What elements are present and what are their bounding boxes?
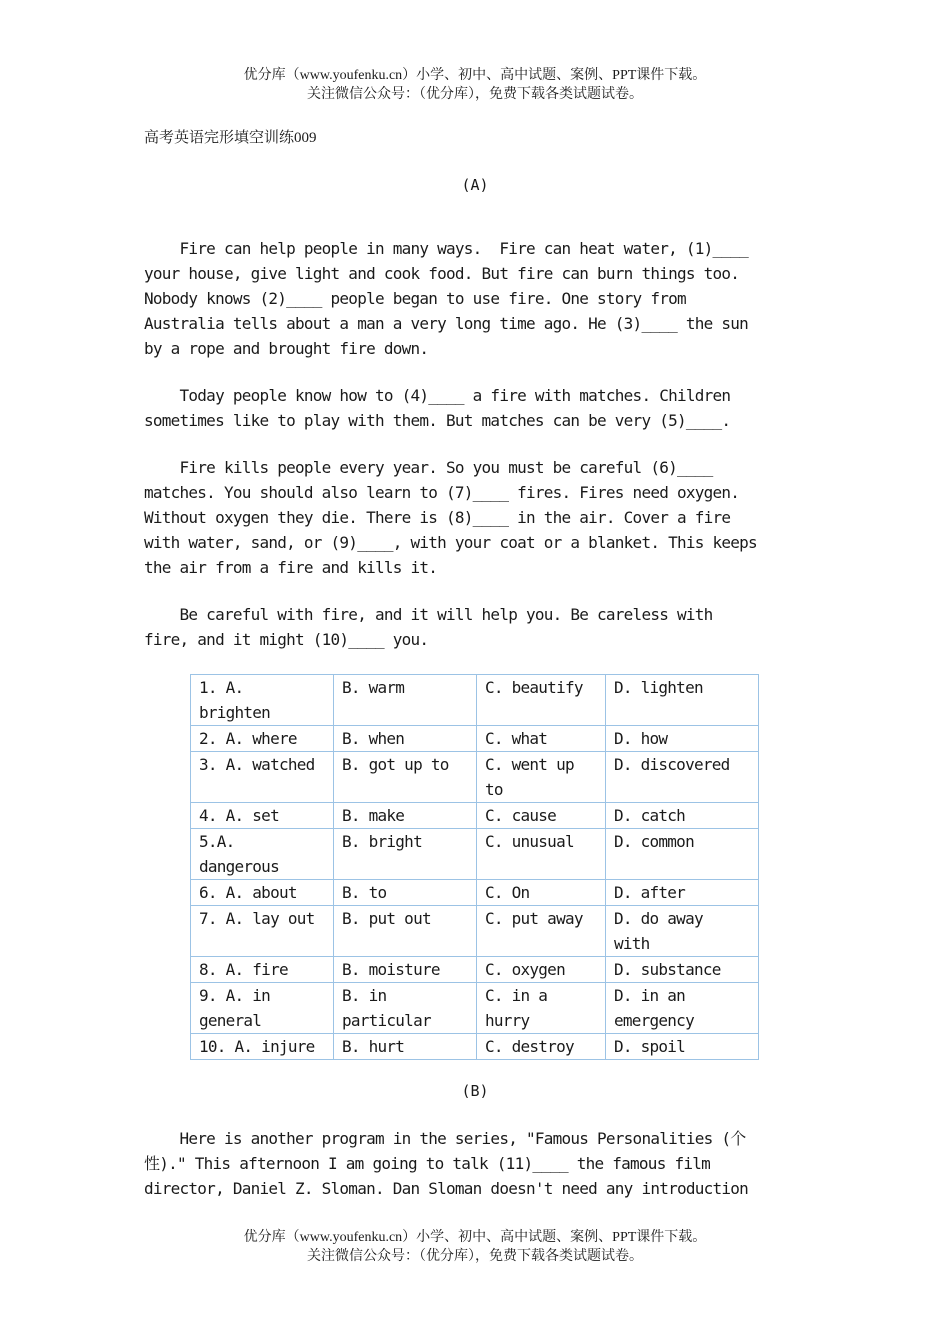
page-header — [0, 66, 950, 104]
page-footer — [0, 1228, 950, 1266]
options-row-5 — [191, 829, 759, 880]
option-cell: D. after — [606, 880, 759, 906]
option-cell: D. discovered — [606, 752, 759, 803]
section-a-paragraph-2: Today people know how to (4)____ a fire with matches. Children sometimes like to play with them. But matches can be very (5)____. — [144, 386, 731, 430]
option-cell: C. went up to — [477, 752, 606, 803]
option-cell: 3. A. watched — [191, 752, 334, 803]
option-cell: D. substance — [606, 957, 759, 983]
section-a-paragraph-4: Be careful with fire, and it will help you. Be careless with fire, and it might (10)____ you. — [144, 605, 713, 649]
option-cell: C. in a hurry — [477, 983, 606, 1034]
option-cell: 2. A. where — [191, 726, 334, 752]
option-cell: D. common — [606, 829, 759, 880]
section-a-paragraph-3: Fire kills people every year. So you must be careful (6)____ matches. You should also learn to (7)____ fires. Fires need oxygen. Without oxygen they die. There is (8)____ in the air. Cover a fire with water, sand, or (9)____, with your coat or a blanket. This keeps the air from a fire and kills it. — [144, 458, 757, 577]
section-b-paragraph-1: Here is another program in the series, "Famous Personalities (个 性)." This afternoon I am going to talk (11)____ the famous film director, Daniel Z. Sloman. Dan Sloman doesn't need any introduction — [144, 1129, 749, 1198]
option-cell: 6. A. about — [191, 880, 334, 906]
option-cell: 7. A. lay out — [191, 906, 334, 957]
footer-line-2: 关注微信公众号：（优分库），免费下载各类试题试卷。 — [307, 1249, 643, 1264]
option-cell: C. cause — [477, 803, 606, 829]
option-cell: C. destroy — [477, 1034, 606, 1060]
option-cell: C. put away — [477, 906, 606, 957]
options-row-1 — [191, 675, 759, 726]
option-cell: D. in an emergency — [606, 983, 759, 1034]
footer-line-1: 优分库（www.youfenku.cn）小学、初中、高中试题、案例、PPT课件下载。 — [243, 1230, 707, 1245]
option-cell: B. to — [334, 880, 477, 906]
options-row-8 — [191, 957, 759, 983]
option-cell: D. do away with — [606, 906, 759, 957]
option-cell: B. in particular — [334, 983, 477, 1034]
document-title: 高考英语完形填空训练009 — [144, 130, 317, 146]
header-line-2: 关注微信公众号：（优分库），免费下载各类试题试卷。 — [307, 87, 643, 102]
option-cell: B. put out — [334, 906, 477, 957]
option-cell: B. when — [334, 726, 477, 752]
option-cell: B. warm — [334, 675, 477, 726]
options-row-4 — [191, 803, 759, 829]
option-cell: B. got up to — [334, 752, 477, 803]
section-a-paragraph-1: Fire can help people in many ways. Fire can heat water, (1)____ your house, give light and cook food. But fire can burn things too. Nobody knows (2)____ people began to use fire. One story from Australia tells about a man a very long time ago. He (3)____ the sun by a rope and brought fire down. — [144, 239, 749, 358]
option-cell: D. spoil — [606, 1034, 759, 1060]
options-row-2 — [191, 726, 759, 752]
option-cell: 10. A. injure — [191, 1034, 334, 1060]
section-a-heading: (A) — [461, 176, 489, 194]
options-row-6 — [191, 880, 759, 906]
answer-options-table — [190, 674, 759, 1060]
options-row-9 — [191, 983, 759, 1034]
option-cell: C. On — [477, 880, 606, 906]
section-b-heading: (B) — [461, 1082, 489, 1100]
option-cell: B. make — [334, 803, 477, 829]
option-cell: 4. A. set — [191, 803, 334, 829]
option-cell: B. moisture — [334, 957, 477, 983]
option-cell: 9. A. in general — [191, 983, 334, 1034]
options-row-3 — [191, 752, 759, 803]
option-cell: D. lighten — [606, 675, 759, 726]
option-cell: C. what — [477, 726, 606, 752]
option-cell: C. oxygen — [477, 957, 606, 983]
option-cell: C. beautify — [477, 675, 606, 726]
options-row-10 — [191, 1034, 759, 1060]
option-cell: B. bright — [334, 829, 477, 880]
option-cell: C. unusual — [477, 829, 606, 880]
header-line-1: 优分库（www.youfenku.cn）小学、初中、高中试题、案例、PPT课件下载。 — [243, 68, 707, 83]
option-cell: 5.A. dangerous — [191, 829, 334, 880]
option-cell: B. hurt — [334, 1034, 477, 1060]
option-cell: 8. A. fire — [191, 957, 334, 983]
options-row-7 — [191, 906, 759, 957]
option-cell: D. catch — [606, 803, 759, 829]
option-cell: D. how — [606, 726, 759, 752]
option-cell: 1. A. brighten — [191, 675, 334, 726]
